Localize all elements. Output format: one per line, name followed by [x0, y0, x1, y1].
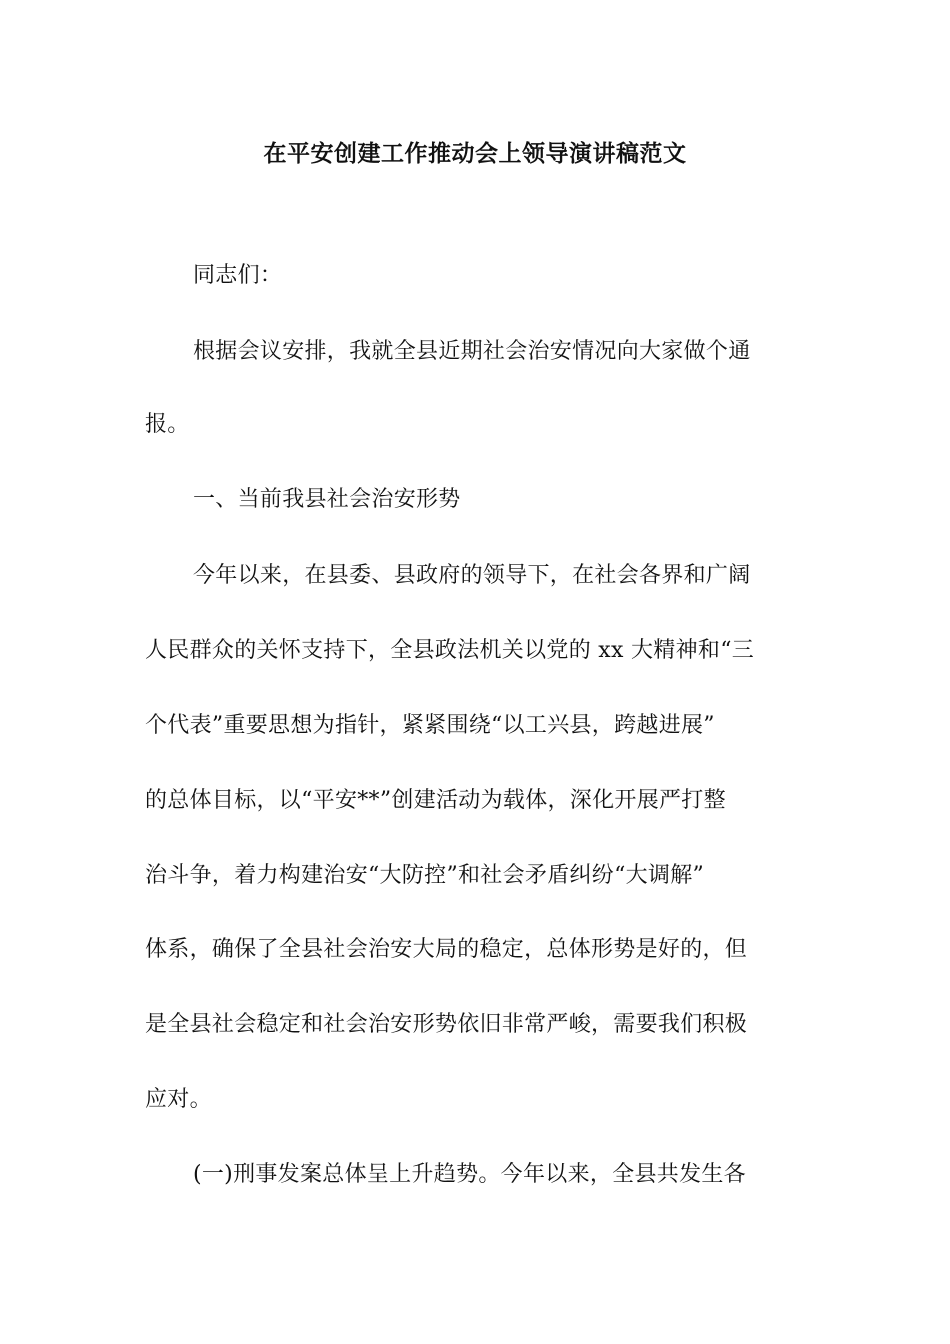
paragraph-line: 的总体目标，以“平安**”创建活动为载体，深化开展严打整: [145, 788, 726, 813]
subsection-line: (一)刑事发案总体呈上升趋势。今年以来，全县共发生各: [193, 1162, 746, 1187]
document-title: 在平安创建工作推动会上领导演讲稿范文: [263, 140, 687, 167]
paragraph-line: 体系，确保了全县社会治安大局的稳定，总体形势是好的，但: [145, 937, 748, 962]
paragraph-line: 是全县社会稳定和社会治安形势依旧非常严峻，需要我们积极: [145, 1012, 748, 1037]
paragraph-line: 应对。: [145, 1087, 212, 1112]
paragraph-line: 人民群众的关怀支持下，全县政法机关以党的 xx 大精神和“三: [145, 638, 755, 663]
salutation: 同志们：: [193, 263, 283, 288]
paragraph-line: 治斗争，着力构建治安“大防控”和社会矛盾纠纷“大调解”: [145, 863, 705, 888]
section-heading: 一、当前我县社会治安形势: [193, 487, 461, 512]
paragraph-line: 根据会议安排，我就全县近期社会治安情况向大家做个通: [193, 339, 751, 364]
paragraph-line: 个代表”重要思想为指针，紧紧围绕“以工兴县，跨越进展”: [145, 713, 715, 738]
paragraph-line: 报。: [145, 412, 190, 437]
paragraph-line: 今年以来，在县委、县政府的领导下，在社会各界和广阔: [193, 563, 751, 588]
